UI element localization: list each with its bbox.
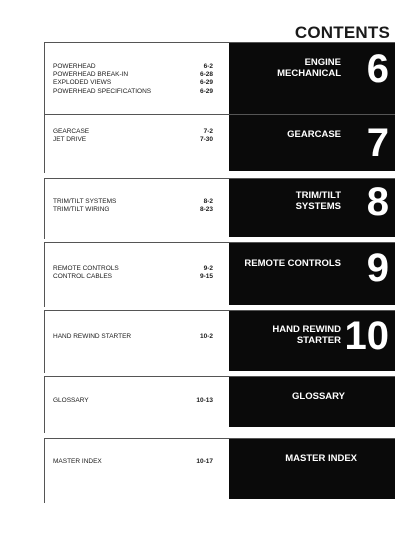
- tab-title: [292, 391, 345, 402]
- section-tab[interactable]: [229, 311, 395, 371]
- tab-title: [244, 258, 341, 269]
- tab-title-line: MASTER INDEX: [285, 453, 357, 464]
- section-entries: [53, 397, 213, 405]
- entry-page: 6-29: [199, 79, 213, 87]
- entry-page: 7-30: [199, 136, 213, 144]
- entry-label: GEARCASE: [53, 128, 90, 135]
- tab-title-line: STARTER: [296, 335, 341, 346]
- toc-entry[interactable]: [53, 88, 213, 96]
- section-number: 6: [366, 47, 389, 91]
- section-6: [44, 42, 395, 117]
- section-number: 8: [366, 180, 389, 224]
- tab-title-line: MECHANICAL: [277, 68, 341, 79]
- entry-label: GLOSSARY: [53, 397, 89, 404]
- entry-label: POWERHEAD BREAK-IN: [53, 71, 129, 79]
- section-tab[interactable]: [229, 179, 395, 237]
- section-7: [44, 114, 395, 173]
- entry-page: 10-2: [199, 333, 213, 340]
- entry-page: 6-28: [199, 71, 213, 79]
- entry-page: 6-2: [203, 63, 213, 70]
- entry-label: HAND REWIND STARTER: [53, 333, 132, 340]
- entry-page: 8-23: [199, 206, 213, 214]
- toc-entry[interactable]: [53, 136, 213, 144]
- toc-entry[interactable]: [53, 458, 213, 466]
- section-tab[interactable]: [229, 439, 395, 499]
- entry-label: POWERHEAD SPECIFICATIONS: [53, 87, 152, 95]
- tab-title-line: HAND REWIND: [272, 324, 341, 335]
- section-10: [44, 310, 395, 373]
- section-entries: [53, 265, 213, 281]
- toc-entry[interactable]: [53, 198, 213, 206]
- tab-title-line: ENGINE: [304, 57, 341, 68]
- toc-entry[interactable]: [53, 333, 213, 341]
- section-tab[interactable]: [229, 115, 395, 171]
- toc-entry[interactable]: [53, 273, 213, 281]
- toc-entry[interactable]: [53, 128, 213, 136]
- entry-page: 7-2: [203, 128, 213, 135]
- section-glossary: [44, 376, 395, 433]
- toc-entry[interactable]: [53, 397, 213, 405]
- tab-title: [287, 129, 341, 140]
- section-9: [44, 242, 395, 307]
- toc-entry[interactable]: [53, 79, 213, 87]
- entry-label: MASTER INDEX: [53, 458, 102, 465]
- section-master-index: [44, 438, 395, 503]
- section-entries: [53, 333, 213, 341]
- toc-entry[interactable]: [53, 265, 213, 273]
- tab-title: [296, 190, 341, 212]
- toc-entry[interactable]: [53, 71, 213, 79]
- tab-title-line: SYSTEMS: [295, 201, 341, 212]
- section-number: 9: [366, 246, 389, 290]
- entry-page: 6-29: [199, 87, 213, 95]
- entry-label: POWERHEAD: [53, 63, 96, 70]
- entry-label: TRIM/TILT WIRING: [53, 206, 110, 214]
- section-number: 7: [366, 121, 389, 165]
- section-tab[interactable]: [229, 243, 395, 305]
- toc-entry[interactable]: [53, 206, 213, 214]
- toc-entry[interactable]: [53, 63, 213, 71]
- section-entries: [53, 128, 213, 144]
- section-entries: [53, 63, 213, 96]
- section-8: [44, 178, 395, 239]
- section-tab[interactable]: [229, 43, 395, 117]
- tab-title-line: GLOSSARY: [292, 391, 345, 402]
- entry-label: EXPLODED VIEWS: [53, 79, 112, 87]
- tab-title: [285, 453, 357, 464]
- entry-page: 10-17: [196, 458, 213, 465]
- section-number: 10: [344, 314, 389, 358]
- page-title: CONTENTS: [294, 23, 390, 42]
- entry-page: 9-15: [199, 273, 213, 281]
- entry-label: JET DRIVE: [53, 136, 87, 144]
- tab-title: [272, 324, 341, 346]
- entry-page: 10-13: [196, 397, 213, 404]
- section-entries: [53, 458, 213, 466]
- tab-title-line: REMOTE CONTROLS: [244, 258, 341, 269]
- section-tab[interactable]: [229, 377, 395, 427]
- entry-label: CONTROL CABLES: [53, 273, 112, 281]
- section-entries: [53, 198, 213, 214]
- tab-title-line: TRIM/TILT: [295, 190, 341, 201]
- entry-page: 9-2: [203, 265, 213, 272]
- entry-label: TRIM/TILT SYSTEMS: [53, 198, 117, 205]
- entry-label: REMOTE CONTROLS: [53, 265, 119, 272]
- entry-page: 8-2: [203, 198, 213, 205]
- tab-title: [277, 57, 341, 79]
- tab-title-line: GEARCASE: [287, 129, 341, 140]
